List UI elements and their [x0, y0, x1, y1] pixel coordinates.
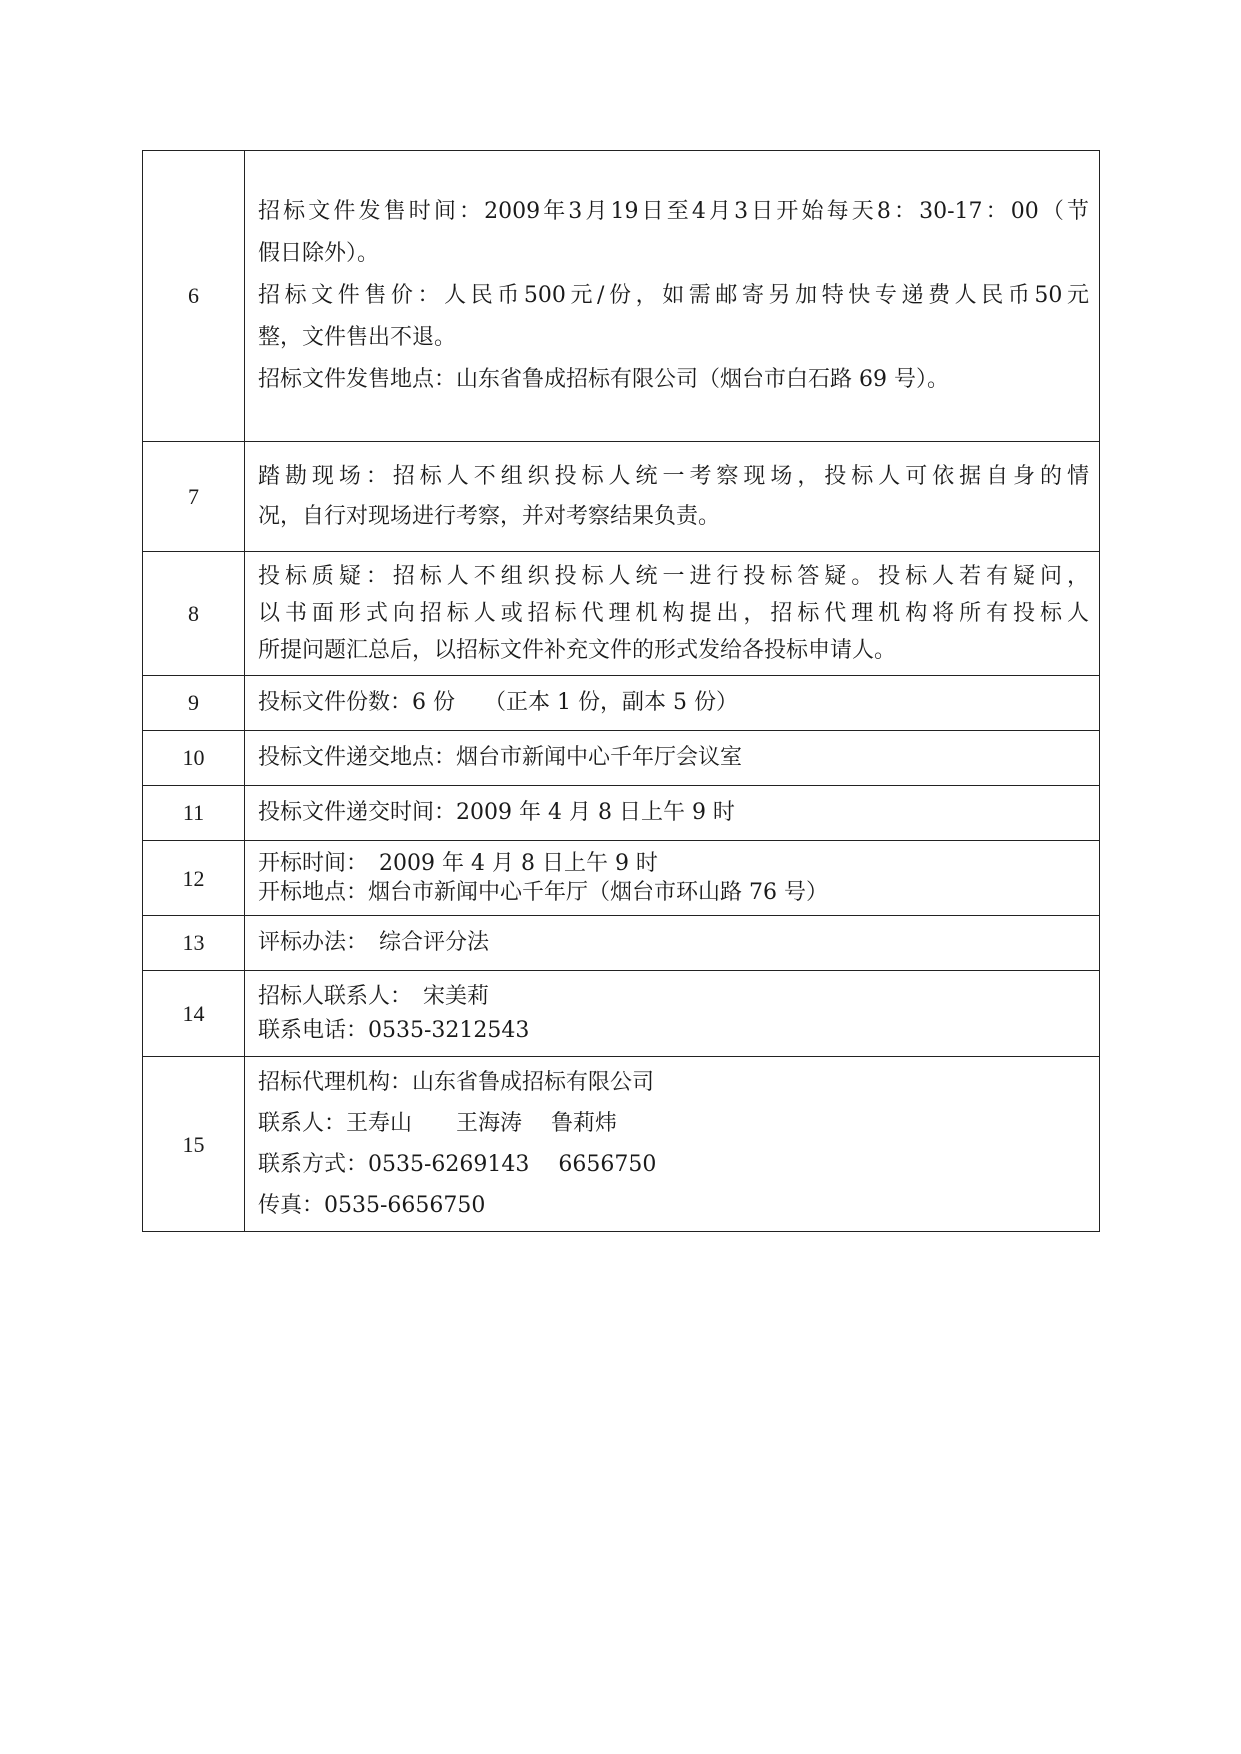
row-number: 7 [143, 442, 245, 552]
content-line: 开标地点：烟台市新闻中心千年厅（烟台市环山路 76 号） [258, 880, 828, 905]
content-line: 评标办法： 综合评分法 [258, 930, 490, 955]
content-line: 投标文件递交地点：烟台市新闻中心千年厅会议室 [258, 745, 743, 770]
row-number: 13 [143, 916, 245, 971]
content-line: 联系电话：0535-3212543 [258, 1017, 530, 1043]
table-row-12 [143, 841, 1100, 916]
row-number: 10 [143, 731, 245, 786]
row-content [245, 971, 1100, 1057]
table-row-6 [143, 151, 1100, 442]
table-row-15 [143, 1057, 1100, 1232]
tender-info-table [142, 150, 1100, 1232]
row-number: 6 [143, 151, 245, 442]
content-line: 投标文件递交时间：2009 年 4 月 8 日上午 9 时 [258, 800, 735, 825]
content-line: 联系方式：0535-6269143 6656750 [258, 1152, 657, 1177]
row-content [245, 786, 1100, 841]
row-number: 15 [143, 1057, 245, 1232]
row-number: 14 [143, 971, 245, 1057]
content-line: 以书面形式向招标人或招标代理机构提出，招标代理机构将所有投标人 [258, 601, 1089, 626]
content-line: 招标文件发售地点：山东省鲁成招标有限公司（烟台市白石路 69 号）。 [258, 367, 949, 392]
table-row-9 [143, 676, 1100, 731]
row-content [245, 676, 1100, 731]
content-line: 踏勘现场：招标人不组织投标人统一考察现场，投标人可依据自身的情 [258, 463, 1089, 489]
row-content [245, 841, 1100, 916]
table-row-13 [143, 916, 1100, 971]
row-content [245, 442, 1100, 552]
row-number: 12 [143, 841, 245, 916]
row-number: 9 [143, 676, 245, 731]
row-content [245, 552, 1100, 676]
table-row-7 [143, 442, 1100, 552]
row-content [245, 731, 1100, 786]
table-row-14 [143, 971, 1100, 1057]
row-content [245, 1057, 1100, 1232]
content-line: 所提问题汇总后，以招标文件补充文件的形式发给各投标申请人。 [258, 638, 897, 663]
row-number: 8 [143, 552, 245, 676]
table-row-10 [143, 731, 1100, 786]
content-line: 联系人：王寿山 王海涛 鲁莉炜 [258, 1111, 617, 1136]
content-line: 招标人联系人： 宋美莉 [258, 983, 490, 1009]
content-line: 招标文件发售时间：2009年3月19日至4月3日开始每天8：30-17：00（节 [258, 199, 1089, 224]
content-line: 招标代理机构：山东省鲁成招标有限公司 [258, 1070, 655, 1095]
row-number: 11 [143, 786, 245, 841]
content-line: 况，自行对现场进行考察，并对考察结果负责。 [258, 503, 721, 529]
table-row-8 [143, 552, 1100, 676]
content-line: 开标时间： 2009 年 4 月 8 日上午 9 时 [258, 851, 658, 876]
content-line: 整，文件售出不退。 [258, 325, 457, 350]
row-content [245, 916, 1100, 971]
content-line: 投标文件份数：6 份 （正本 1 份，副本 5 份） [258, 690, 738, 715]
content-line: 招标文件售价：人民币500元/份，如需邮寄另加特快专递费人民币50元 [258, 283, 1089, 308]
content-line: 传真：0535-6656750 [258, 1193, 486, 1218]
row-content [245, 151, 1100, 442]
content-line: 投标质疑：招标人不组织投标人统一进行投标答疑。投标人若有疑问， [258, 564, 1089, 589]
content-line: 假日除外）。 [258, 241, 380, 266]
table-row-11 [143, 786, 1100, 841]
